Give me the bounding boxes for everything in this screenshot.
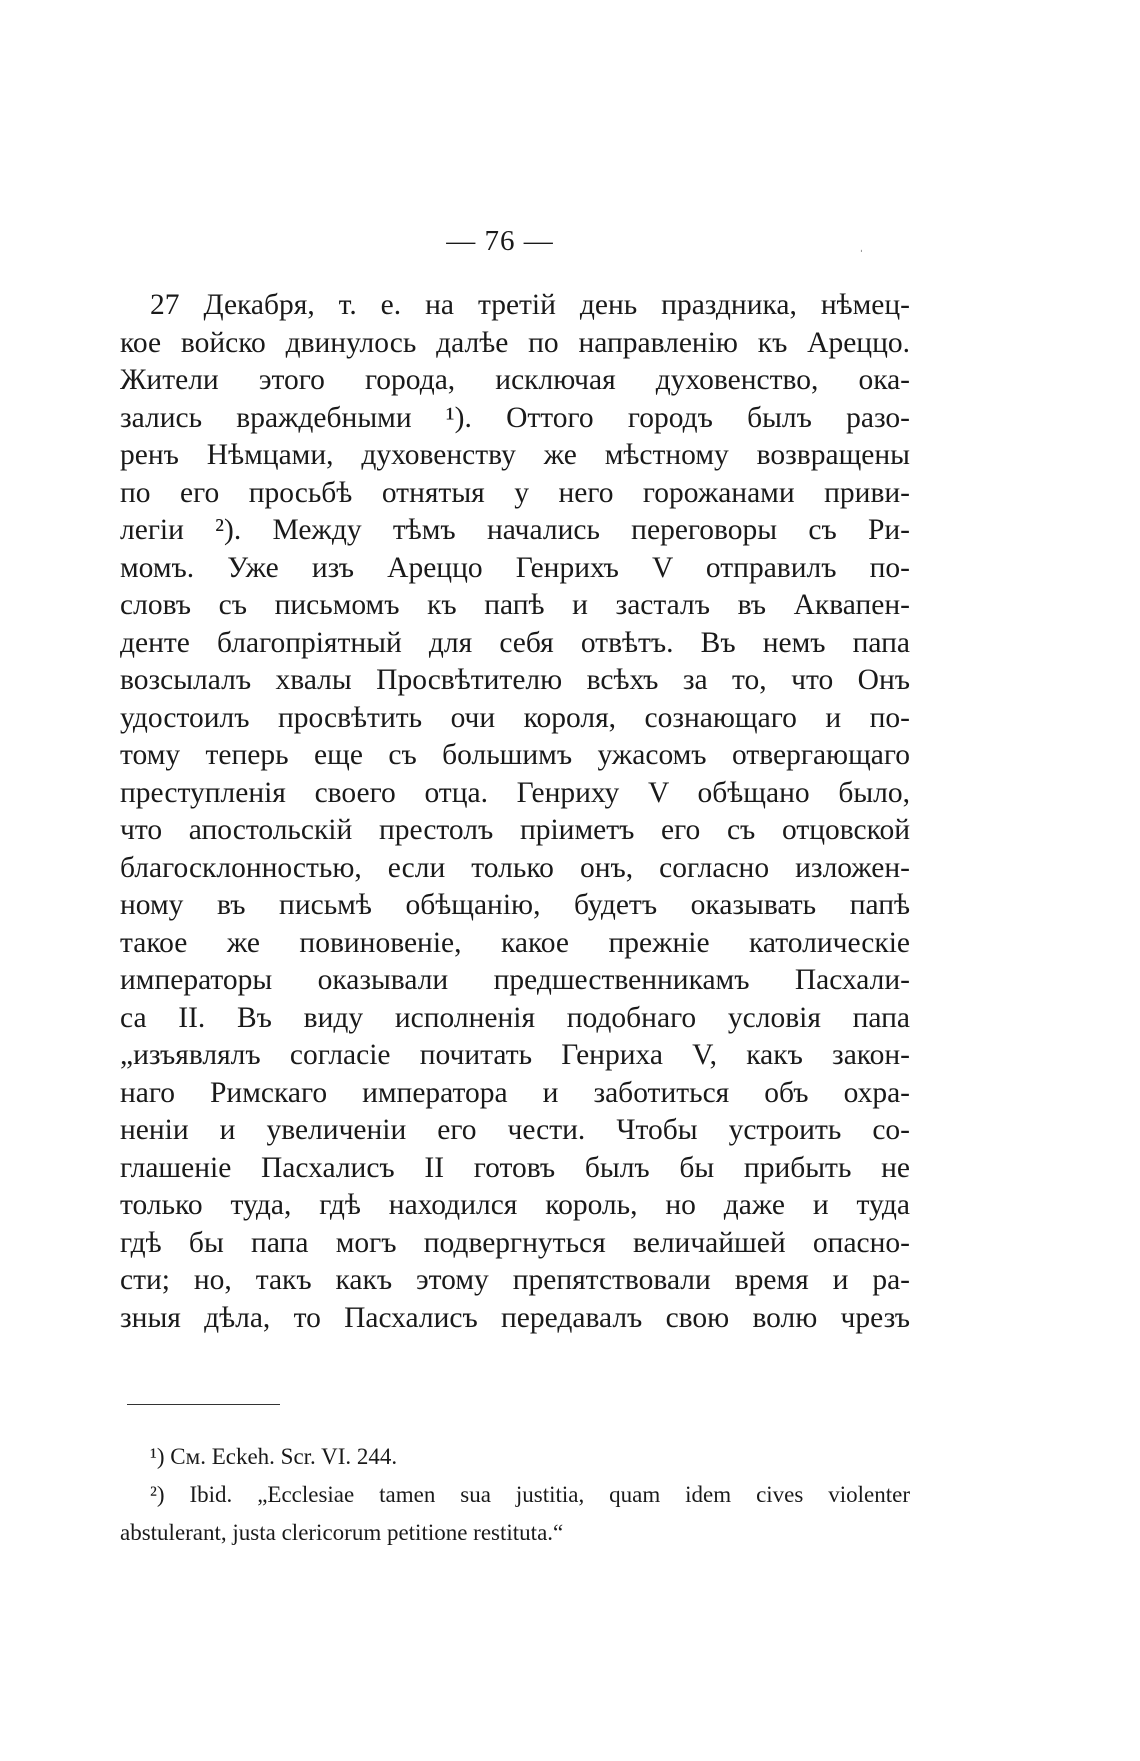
text-line: словъ съ письмомъ къ папѣ и засталъ въ Аквапен- — [120, 589, 910, 621]
text-line: неніи и увеличеніи его чести. Чтобы устроить со- — [120, 1114, 910, 1146]
stray-print-mark: ˌ — [859, 238, 864, 253]
text-line: гдѣ бы папа могъ подвергнуться величайшей опасно- — [120, 1226, 910, 1259]
text-line: наго Римскаго императора и заботиться объ охра- — [120, 1076, 910, 1109]
text-line: сти; но, такъ какъ этому препятствовали время и ра- — [120, 1264, 910, 1296]
main-text — [120, 287, 910, 1337]
footnote-1: ¹) См. Eckeh. Scr. VI. 244. — [150, 1444, 398, 1469]
text-line: Жители этого города, исключая духовенство, ока- — [120, 364, 910, 396]
text-line: ному въ письмѣ обѣщанію, будетъ оказывать папѣ — [120, 889, 910, 921]
text-line: 27 Декабря, т. е. на третій день праздника, нѣмец- — [150, 289, 910, 321]
text-line: легіи ²). Между тѣмъ начались переговоры съ Ри- — [120, 514, 910, 546]
text-line: ренъ Нѣмцами, духовенству же мѣстному возвращены — [120, 439, 910, 471]
text-line: глашеніе Пасхалисъ II готовъ былъ бы прибыть не — [120, 1151, 910, 1184]
text-line: только туда, гдѣ находился король, но даже и туда — [120, 1189, 910, 1221]
text-line: денте благопріятный для себя отвѣтъ. Въ немъ папа — [120, 626, 910, 659]
text-line: са II. Въ виду исполненія подобнаго условія папа — [120, 1001, 910, 1034]
text-line: „изъявлялъ согласіе почитать Генриха V, какъ закон- — [120, 1039, 910, 1071]
text-line: момъ. Уже изъ Ареццо Генрихъ V отправилъ по- — [120, 551, 910, 584]
text-line: такое же повиновеніе, какое прежніе католическіе — [120, 926, 910, 959]
text-line: преступленія своего отца. Генриху V обѣщано было, — [120, 776, 910, 809]
footnote-2: ²) Ibid. „Ecclesiae tamen sua justitia, quam idem cives violenter — [150, 1482, 910, 1507]
text-line: по его просьбѣ отнятыя у него горожанами приви- — [120, 476, 910, 509]
text-line: кое войско двинулось далѣе по направленію къ Ареццо. — [120, 326, 910, 359]
text-line: удостоилъ просвѣтить очи короля, сознающаго и по- — [120, 701, 910, 734]
page-number: — 76 — — [446, 225, 554, 257]
text-line: тому теперь еще съ большимъ ужасомъ отвергающаго — [120, 739, 910, 771]
footnote-divider — [127, 1404, 280, 1405]
footnote-2-continuation: abstulerant, justa clericorum petitione restituta.“ — [120, 1520, 564, 1545]
footnotes — [120, 1438, 910, 1552]
text-line: императоры оказывали предшественникамъ Пасхали- — [120, 964, 910, 996]
text-line: зныя дѣла, то Пасхалисъ передавалъ свою волю чрезъ — [120, 1301, 910, 1334]
text-line: зались враждебными ¹). Оттого городъ былъ разо- — [120, 401, 910, 434]
text-line: что апостольскій престолъ пріиметъ его съ отцовской — [120, 814, 910, 846]
text-line: благосклонностью, если только онъ, согласно изложен- — [120, 851, 910, 884]
text-line: возсылалъ хвалы Просвѣтителю всѣхъ за то, что Онъ — [120, 664, 910, 696]
